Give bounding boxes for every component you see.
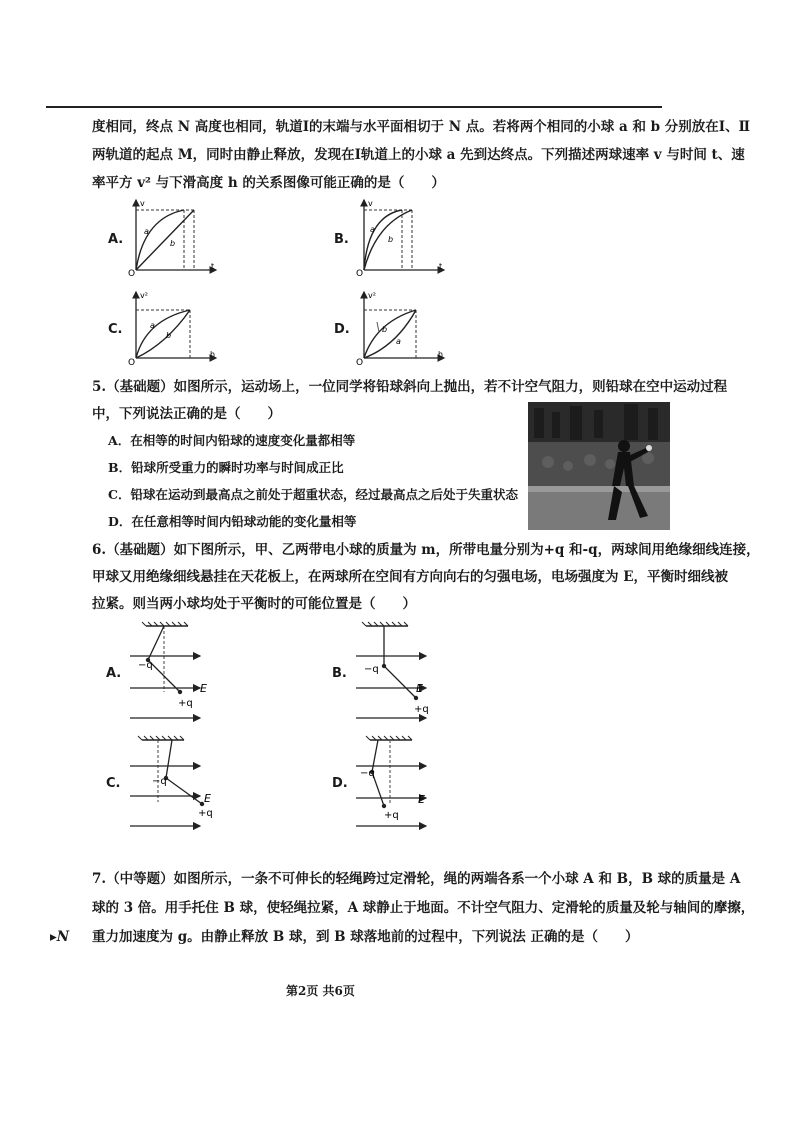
- curve-label-b: b: [382, 325, 388, 334]
- margin-mark-letter: N: [56, 929, 70, 945]
- axis-label-v2: v²: [368, 291, 376, 300]
- pos-charge-label: +q: [198, 808, 213, 819]
- q5-option-c[interactable]: C．铅球在运动到最高点之前处于超重状态，经过最高点之后处于失重状态: [108, 487, 518, 502]
- q7-line-3: 重力加速度为 g。由静止释放 B 球，到 B 球落地前的过程中，下列说法 正确的是（ ）: [92, 929, 639, 945]
- axis-label-v2: v²: [140, 291, 148, 300]
- origin-label: O: [356, 269, 364, 276]
- axis-label-v: v: [368, 199, 373, 208]
- q4-line-3: 率平方 v² 与下滑高度 h 的关系图像可能正确的是（ ）: [92, 175, 445, 191]
- q6-line-3: 拉紧。则当两小球均处于平衡时的可能位置是（ ）: [92, 596, 416, 612]
- curve-label-a: a: [150, 321, 155, 330]
- q6-diagram-c: [124, 732, 234, 836]
- q4-option-b-label[interactable]: B.: [334, 232, 349, 247]
- q6-option-a-label[interactable]: A.: [106, 666, 122, 681]
- q6-line-1: 6.（基础题）如下图所示，甲、乙两带电小球的质量为 m，所带电量分别为+q 和-q，两球间用绝缘细线连接，: [92, 542, 760, 558]
- q5-option-b[interactable]: B．铅球所受重力的瞬时功率与时间成正比: [108, 460, 344, 475]
- q4-line-2: 两轨道的起点 M，同时由静止释放，发现在Ⅰ轨道上的小球 a 先到达终点。下列描述两球速率 v 与时间 t、速: [92, 147, 745, 163]
- neg-charge-label: −q: [364, 664, 379, 675]
- q6-diagram-a: [124, 620, 234, 728]
- q4-graph-a: [124, 196, 220, 276]
- shot-ball: [646, 445, 652, 451]
- neg-charge-label: −q: [152, 776, 167, 787]
- origin-label: O: [356, 358, 364, 366]
- curve-label-a: a: [396, 337, 401, 346]
- pos-charge-label: +q: [178, 698, 193, 709]
- shot-put-photo: [528, 402, 670, 530]
- q4-graph-b: [352, 196, 448, 276]
- pos-charge-label: +q: [414, 704, 429, 715]
- q4-line-1: 度相同，终点 N 高度也相同，轨道Ⅰ的末端与水平面相切于 N 点。若将两个相同的小球 a 和 b 分别放在Ⅰ、Ⅱ: [92, 119, 750, 135]
- q6-diagram-b: [350, 620, 460, 728]
- curve-label-a: a: [370, 225, 375, 234]
- curve-label-b: b: [170, 239, 176, 248]
- axis-label-h: h: [210, 350, 216, 359]
- q6-diagram-d: [350, 732, 460, 836]
- q5-line-2: 中，下列说法正确的是（ ）: [92, 406, 281, 422]
- q5-option-a[interactable]: A．在相等的时间内铅球的速度变化量都相等: [108, 433, 356, 448]
- curve-label-a: a: [144, 227, 149, 236]
- page-footer: 第2页 共6页: [286, 984, 355, 998]
- origin-label: O: [128, 358, 136, 366]
- q4-graph-c: [124, 288, 220, 366]
- curve-a: [136, 210, 184, 270]
- field-label: E: [200, 682, 207, 695]
- q6-line-2: 甲球又用绝缘细线悬挂在天花板上，在两球所在空间有方向向右的匀强电场，电场强度为 E，平衡时细线被: [92, 569, 728, 585]
- q4-graph-d: [352, 288, 448, 366]
- curve-label-b: b: [166, 331, 172, 340]
- margin-arrow-icon: ▸: [50, 929, 57, 945]
- margin-mark: [50, 928, 69, 946]
- curve-label-b: b: [388, 235, 394, 244]
- axis-label-v: v: [140, 199, 145, 208]
- q5-option-d[interactable]: D．在任意相等时间内铅球动能的变化量相等: [108, 514, 357, 529]
- origin-label: O: [128, 269, 136, 276]
- neg-charge-label: −q: [138, 660, 153, 671]
- axis-label-h: h: [438, 350, 444, 359]
- q6-option-c-label[interactable]: C.: [106, 776, 121, 791]
- top-rule: [46, 106, 662, 108]
- axis-label-t: t: [439, 262, 443, 271]
- q6-option-d-label[interactable]: D.: [332, 776, 348, 791]
- field-label: E: [418, 793, 425, 806]
- q6-option-b-label[interactable]: B.: [332, 666, 347, 681]
- field-label: E: [204, 792, 211, 805]
- q5-line-1: 5.（基础题）如图所示，运动场上，一位同学将铅球斜向上抛出，若不计空气阻力，则铅球在空中运动过程: [92, 379, 728, 395]
- q7-line-2: 球的 3 倍。用手托住 B 球，使轻绳拉紧，A 球静止于地面。不计空气阻力、定滑轮的质量及轮与轴间的摩擦，: [92, 900, 755, 916]
- pos-charge-label: +q: [384, 810, 399, 821]
- q7-line-1: 7.（中等题）如图所示，一条不可伸长的轻绳跨过定滑轮，绳的两端各系一个小球 A 和 B，B 球的质量是 A: [92, 871, 741, 887]
- q4-option-c-label[interactable]: C.: [108, 322, 123, 337]
- q4-option-a-label[interactable]: A.: [108, 232, 124, 247]
- field-label: E: [416, 682, 423, 695]
- neg-charge-label: −q: [360, 768, 375, 779]
- axis-label-t: t: [211, 262, 215, 271]
- q4-option-d-label[interactable]: D.: [334, 322, 350, 337]
